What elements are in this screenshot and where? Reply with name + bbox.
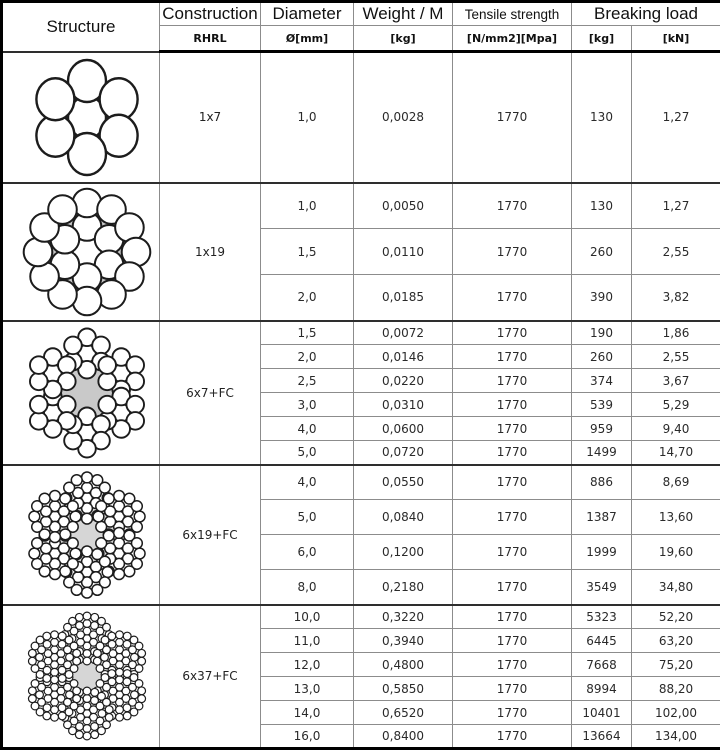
breaking-load-kg-cell: 190 [572, 321, 632, 345]
weight-cell: 0,0146 [354, 345, 453, 369]
tensile-strength-cell: 1770 [453, 500, 572, 535]
tensile-strength-cell: 1770 [453, 535, 572, 570]
weight-cell: 0,0110 [354, 229, 453, 275]
breaking-load-kg-cell: 8994 [572, 677, 632, 701]
weight-cell: 0,6520 [354, 701, 453, 725]
breaking-load-kg-cell: 886 [572, 465, 632, 500]
weight-cell: 0,5850 [354, 677, 453, 701]
breaking-load-kg-cell: 260 [572, 345, 632, 369]
subheader-rhrl: RHRL [160, 26, 261, 52]
breaking-load-kg-cell: 13664 [572, 725, 632, 749]
breaking-load-kn-cell: 34,80 [632, 570, 720, 605]
breaking-load-kg-cell: 130 [572, 183, 632, 229]
diameter-cell: 3,0 [261, 393, 354, 417]
tensile-strength-cell: 1770 [453, 275, 572, 321]
column-header-weight: Weight / M [354, 2, 453, 26]
weight-cell: 0,2180 [354, 570, 453, 605]
breaking-load-kg-cell: 959 [572, 417, 632, 441]
weight-cell: 0,0220 [354, 369, 453, 393]
breaking-load-kn-cell: 102,00 [632, 701, 720, 725]
rope-cross-section-1x7-icon [5, 54, 157, 181]
subheader-tensile-unit: [N/mm2][Mpa] [453, 26, 572, 52]
spec-row [2, 183, 720, 229]
weight-cell: 0,0050 [354, 183, 453, 229]
diameter-cell: 14,0 [261, 701, 354, 725]
tensile-strength-cell: 1770 [453, 393, 572, 417]
diameter-cell: 1,0 [261, 183, 354, 229]
tensile-strength-cell: 1770 [453, 417, 572, 441]
breaking-load-kn-cell: 8,69 [632, 465, 720, 500]
structure-diagram-cell [2, 321, 160, 465]
spec-row [2, 605, 720, 629]
structure-diagram-cell [2, 52, 160, 183]
breaking-load-kg-cell: 260 [572, 229, 632, 275]
construction-cell: 6x37+FC [160, 605, 261, 749]
construction-cell: 1x19 [160, 183, 261, 321]
diameter-cell: 1,0 [261, 52, 354, 183]
breaking-load-kn-cell: 1,27 [632, 52, 720, 183]
breaking-load-kn-cell: 3,67 [632, 369, 720, 393]
breaking-load-kg-cell: 1499 [572, 441, 632, 465]
tensile-strength-cell: 1770 [453, 677, 572, 701]
breaking-load-kn-cell: 13,60 [632, 500, 720, 535]
weight-cell: 0,0310 [354, 393, 453, 417]
subheader-breaking-kg-unit: [kg] [572, 26, 632, 52]
diameter-cell: 16,0 [261, 725, 354, 749]
diameter-cell: 13,0 [261, 677, 354, 701]
breaking-load-kg-cell: 5323 [572, 605, 632, 629]
breaking-load-kn-cell: 2,55 [632, 229, 720, 275]
breaking-load-kn-cell: 63,20 [632, 629, 720, 653]
tensile-strength-cell: 1770 [453, 183, 572, 229]
specs-table-body [2, 52, 720, 749]
breaking-load-kn-cell: 9,40 [632, 417, 720, 441]
tensile-strength-cell: 1770 [453, 701, 572, 725]
diameter-cell: 10,0 [261, 605, 354, 629]
structure-diagram-cell [2, 183, 160, 321]
table-header [2, 2, 720, 52]
diameter-cell: 11,0 [261, 629, 354, 653]
breaking-load-kg-cell: 10401 [572, 701, 632, 725]
rope-cross-section-6x37-fc-icon [5, 606, 157, 746]
breaking-load-kn-cell: 5,29 [632, 393, 720, 417]
diameter-cell: 12,0 [261, 653, 354, 677]
weight-cell: 0,0550 [354, 465, 453, 500]
breaking-load-kn-cell: 1,86 [632, 321, 720, 345]
breaking-load-kn-cell: 88,20 [632, 677, 720, 701]
spec-row [2, 465, 720, 500]
rope-cross-section-6x19-fc-icon [5, 467, 157, 603]
column-header-tensile-strength: Tensile strength [453, 2, 572, 26]
weight-cell: 0,3220 [354, 605, 453, 629]
breaking-load-kg-cell: 390 [572, 275, 632, 321]
tensile-strength-cell: 1770 [453, 52, 572, 183]
tensile-strength-cell: 1770 [453, 229, 572, 275]
breaking-load-kg-cell: 6445 [572, 629, 632, 653]
diameter-cell: 2,0 [261, 275, 354, 321]
column-header-structure: Structure [2, 2, 160, 52]
weight-cell: 0,0072 [354, 321, 453, 345]
diameter-cell: 5,0 [261, 441, 354, 465]
column-header-diameter: Diameter [261, 2, 354, 26]
breaking-load-kn-cell: 19,60 [632, 535, 720, 570]
diameter-cell: 1,5 [261, 321, 354, 345]
rope-cross-section-1x19-icon [5, 185, 157, 319]
diameter-cell: 4,0 [261, 417, 354, 441]
breaking-load-kg-cell: 539 [572, 393, 632, 417]
diameter-cell: 2,5 [261, 369, 354, 393]
breaking-load-kg-cell: 1387 [572, 500, 632, 535]
tensile-strength-cell: 1770 [453, 605, 572, 629]
breaking-load-kn-cell: 1,27 [632, 183, 720, 229]
weight-cell: 0,4800 [354, 653, 453, 677]
breaking-load-kn-cell: 134,00 [632, 725, 720, 749]
weight-cell: 0,3940 [354, 629, 453, 653]
subheader-diameter-unit: Ø[mm] [261, 26, 354, 52]
breaking-load-kn-cell: 52,20 [632, 605, 720, 629]
breaking-load-kn-cell: 2,55 [632, 345, 720, 369]
tensile-strength-cell: 1770 [453, 441, 572, 465]
breaking-load-kg-cell: 130 [572, 52, 632, 183]
breaking-load-kn-cell: 3,82 [632, 275, 720, 321]
breaking-load-kg-cell: 374 [572, 369, 632, 393]
weight-cell: 0,0028 [354, 52, 453, 183]
tensile-strength-cell: 1770 [453, 321, 572, 345]
tensile-strength-cell: 1770 [453, 629, 572, 653]
tensile-strength-cell: 1770 [453, 465, 572, 500]
rope-cross-section-6x7-fc-icon [5, 323, 157, 463]
weight-cell: 0,0840 [354, 500, 453, 535]
tensile-strength-cell: 1770 [453, 570, 572, 605]
spec-row [2, 52, 720, 183]
structure-diagram-cell [2, 465, 160, 605]
weight-cell: 0,0600 [354, 417, 453, 441]
diameter-cell: 1,5 [261, 229, 354, 275]
diameter-cell: 4,0 [261, 465, 354, 500]
structure-diagram-cell [2, 605, 160, 749]
breaking-load-kg-cell: 3549 [572, 570, 632, 605]
column-header-breaking-load: Breaking load [572, 2, 720, 26]
weight-cell: 0,8400 [354, 725, 453, 749]
tensile-strength-cell: 1770 [453, 369, 572, 393]
diameter-cell: 5,0 [261, 500, 354, 535]
diameter-cell: 6,0 [261, 535, 354, 570]
construction-cell: 6x7+FC [160, 321, 261, 465]
spec-row [2, 321, 720, 345]
weight-cell: 0,0185 [354, 275, 453, 321]
tensile-strength-cell: 1770 [453, 653, 572, 677]
breaking-load-kg-cell: 7668 [572, 653, 632, 677]
construction-cell: 6x19+FC [160, 465, 261, 605]
subheader-weight-unit: [kg] [354, 26, 453, 52]
diameter-cell: 8,0 [261, 570, 354, 605]
tensile-strength-cell: 1770 [453, 725, 572, 749]
subheader-breaking-kn-unit: [kN] [632, 26, 720, 52]
weight-cell: 0,1200 [354, 535, 453, 570]
weight-cell: 0,0720 [354, 441, 453, 465]
diameter-cell: 2,0 [261, 345, 354, 369]
tensile-strength-cell: 1770 [453, 345, 572, 369]
construction-cell: 1x7 [160, 52, 261, 183]
breaking-load-kn-cell: 14,70 [632, 441, 720, 465]
column-header-construction: Construction [160, 2, 261, 26]
breaking-load-kn-cell: 75,20 [632, 653, 720, 677]
breaking-load-kg-cell: 1999 [572, 535, 632, 570]
